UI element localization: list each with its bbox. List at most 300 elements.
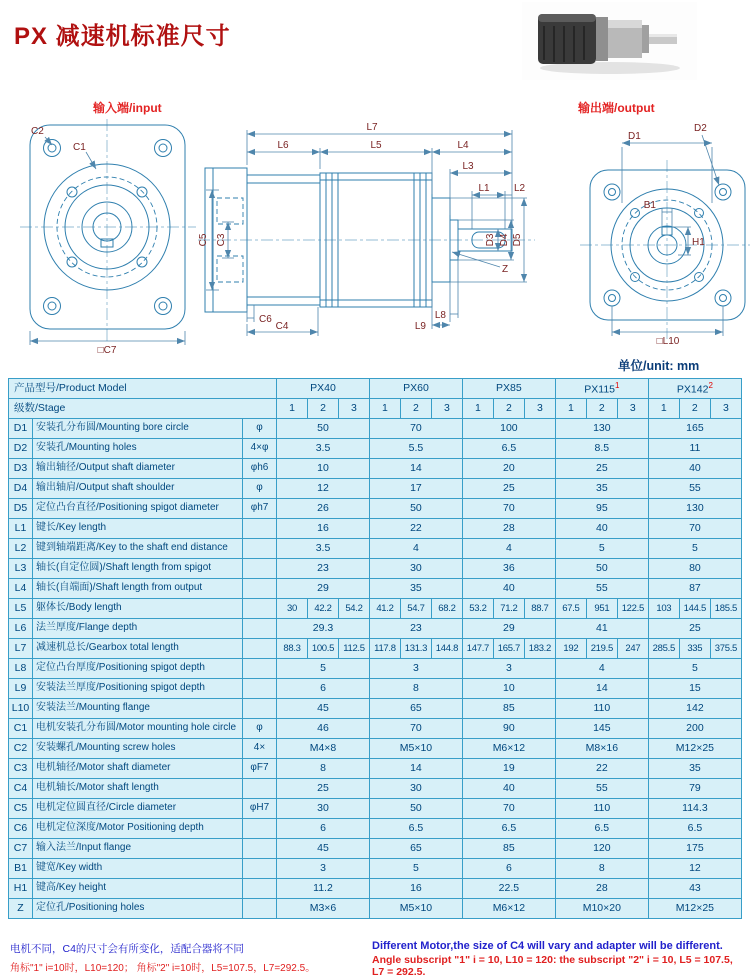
spec-row-c2 (9, 739, 742, 759)
sym-cell (243, 819, 277, 839)
spec-row-l8 (9, 659, 742, 679)
value-cell: M6×12 (462, 899, 555, 919)
value-cell: 17 (369, 479, 462, 499)
lbl-cell: 输入法兰/Input flange (33, 839, 243, 859)
value-cell: 16 (369, 879, 462, 899)
value-cell: 142 (648, 699, 741, 719)
stage-col-header: 2 (586, 399, 617, 419)
sym-cell: φ (243, 419, 277, 439)
sym-cell (243, 899, 277, 919)
value-cell: M5×10 (369, 739, 462, 759)
dim-label-d4: D4 (499, 233, 510, 247)
stage-col-header: 1 (369, 399, 400, 419)
value-cell: 35 (555, 479, 648, 499)
stage-col-header: 1 (277, 399, 308, 419)
value-cell: 183.2 (524, 639, 555, 659)
value-cell: 6 (277, 679, 370, 699)
code-cell: L7 (9, 639, 33, 659)
value-cell: 70 (462, 499, 555, 519)
spec-row-l5 (9, 599, 742, 619)
model-header-px115: $PX115^1$ (555, 379, 648, 399)
sym-cell: φH7 (243, 799, 277, 819)
value-cell: 11 (648, 439, 741, 459)
stage-col-header: 3 (431, 399, 462, 419)
value-cell: 22 (369, 519, 462, 539)
value-cell: 23 (369, 619, 462, 639)
output-end-label: 输出端/output (578, 101, 655, 115)
value-cell: 88.3 (277, 639, 308, 659)
dim-label-b1: B1 (643, 200, 656, 211)
value-cell: 43 (648, 879, 741, 899)
spec-row-l2 (9, 539, 742, 559)
stage-col-header: 3 (710, 399, 741, 419)
stage-col-header: 3 (617, 399, 648, 419)
value-cell: 22 (555, 759, 648, 779)
value-cell: 6.5 (648, 819, 741, 839)
value-cell: 951 (586, 599, 617, 619)
spec-table-body (9, 419, 742, 919)
value-cell: 6.5 (369, 819, 462, 839)
value-cell: 25 (462, 479, 555, 499)
lbl-cell: 安装法兰厚度/Positioning spigot depth (33, 679, 243, 699)
value-cell: 54.2 (338, 599, 369, 619)
value-cell: M4×8 (277, 739, 370, 759)
stage-col-header: 1 (462, 399, 493, 419)
value-cell: 45 (277, 839, 370, 859)
value-cell: 16 (277, 519, 370, 539)
spec-table (8, 378, 742, 919)
lbl-cell: 定位凸台厚度/Positioning spigot depth (33, 659, 243, 679)
value-cell: 5.5 (369, 439, 462, 459)
dim-label-d3: D3 (485, 233, 496, 247)
lbl-cell: 安装孔分布圆/Mounting bore circle (33, 419, 243, 439)
unit-label: 单位/unit: mm (618, 359, 700, 373)
dim-label-c5: C5 (198, 233, 209, 247)
lbl-cell: 轴长(自定位圆)/Shaft length from spigot (33, 559, 243, 579)
value-cell: 36 (462, 559, 555, 579)
value-cell: 71.2 (493, 599, 524, 619)
value-cell: 40 (462, 779, 555, 799)
value-cell: 55 (555, 579, 648, 599)
spec-row-l3 (9, 559, 742, 579)
sym-cell (243, 679, 277, 699)
stage-col-header: 2 (400, 399, 431, 419)
code-cell: C2 (9, 739, 33, 759)
value-cell: 67.5 (555, 599, 586, 619)
dim-label-c2: C2 (31, 126, 44, 137)
stage-col-header: 2 (493, 399, 524, 419)
sym-cell: φ (243, 479, 277, 499)
value-cell: 110 (555, 799, 648, 819)
stage-col-header: 1 (648, 399, 679, 419)
dim-label-l9: L9 (414, 321, 426, 332)
product-photo (522, 2, 697, 80)
value-cell: 85 (462, 699, 555, 719)
note-cn-red: 角标"1" i=10时，L10=120； 角标"2" i=10时，L5=107.5，L7=292.5。 (10, 963, 316, 974)
spec-row-l7 (9, 639, 742, 659)
spec-row-c4 (9, 779, 742, 799)
value-cell: 5 (369, 859, 462, 879)
value-cell: M6×12 (462, 739, 555, 759)
value-cell: 19 (462, 759, 555, 779)
spec-row-d3 (9, 459, 742, 479)
value-cell: 145 (555, 719, 648, 739)
dim-label-d2: D2 (694, 123, 707, 134)
value-cell: 29 (277, 579, 370, 599)
value-cell: 165 (648, 419, 741, 439)
value-cell: 285.5 (648, 639, 679, 659)
spec-row-l6 (9, 619, 742, 639)
value-cell: 41 (555, 619, 648, 639)
sym-cell: φF7 (243, 759, 277, 779)
value-cell: 28 (462, 519, 555, 539)
value-cell: 88.7 (524, 599, 555, 619)
footer-notes-cn (10, 941, 370, 974)
product-model-header: 产品型号/Product Model (9, 379, 277, 399)
value-cell: 3 (462, 659, 555, 679)
lbl-cell: 定位孔/Positioning holes (33, 899, 243, 919)
value-cell: 42.2 (308, 599, 339, 619)
adapter-ring (596, 17, 608, 61)
value-cell: 50 (369, 499, 462, 519)
value-cell: 12 (648, 859, 741, 879)
value-cell: 219.5 (586, 639, 617, 659)
spec-row-c1 (9, 719, 742, 739)
lbl-cell: 输出轴径/Output shaft diameter (33, 459, 243, 479)
value-cell: M3×6 (277, 899, 370, 919)
value-cell: 6.5 (555, 819, 648, 839)
model-header-row (9, 379, 742, 399)
code-cell: L1 (9, 519, 33, 539)
code-cell: C4 (9, 779, 33, 799)
spec-row-z (9, 899, 742, 919)
code-cell: C6 (9, 819, 33, 839)
value-cell: 3.5 (277, 439, 370, 459)
value-cell: 65 (369, 839, 462, 859)
spec-row-l9 (9, 679, 742, 699)
spec-row-d5 (9, 499, 742, 519)
value-cell: 117.8 (369, 639, 400, 659)
sym-cell (243, 879, 277, 899)
dim-label-z: Z (502, 264, 509, 275)
sym-cell (243, 779, 277, 799)
value-cell: 30 (369, 779, 462, 799)
value-cell: 6 (462, 859, 555, 879)
stage-col-header: 2 (308, 399, 339, 419)
output-view-drawing (580, 123, 750, 347)
value-cell: 122.5 (617, 599, 648, 619)
value-cell: 4 (369, 539, 462, 559)
value-cell: 65 (369, 699, 462, 719)
dim-label-l8: L8 (434, 310, 446, 321)
lbl-cell: 电机安装孔分布圆/Motor mounting hole circle (33, 719, 243, 739)
dim-label-c7: □C7 (97, 345, 117, 356)
stage-col-header: 3 (524, 399, 555, 419)
lbl-cell: 电机定位圆直径/Circle diameter (33, 799, 243, 819)
value-cell: 110 (555, 699, 648, 719)
value-cell: 85 (462, 839, 555, 859)
spec-row-d4 (9, 479, 742, 499)
dim-label-l3: L3 (462, 161, 474, 172)
value-cell: 35 (648, 759, 741, 779)
value-cell: 22.5 (462, 879, 555, 899)
sym-cell (243, 839, 277, 859)
value-cell: 25 (648, 619, 741, 639)
lbl-cell: 键长/Key length (33, 519, 243, 539)
value-cell: 131.3 (400, 639, 431, 659)
value-cell: 165.7 (493, 639, 524, 659)
stage-col-header: 3 (338, 399, 369, 419)
value-cell: 175 (648, 839, 741, 859)
spec-row-l10 (9, 699, 742, 719)
spec-row-b1 (9, 859, 742, 879)
value-cell: 200 (648, 719, 741, 739)
sym-cell (243, 519, 277, 539)
value-cell: 30 (277, 599, 308, 619)
value-cell: 95 (555, 499, 648, 519)
spec-row-d2 (9, 439, 742, 459)
value-cell: 80 (648, 559, 741, 579)
value-cell: 70 (462, 799, 555, 819)
lbl-cell: 法兰厚度/Flange depth (33, 619, 243, 639)
dim-label-d5: D5 (512, 233, 523, 247)
value-cell: 6 (277, 819, 370, 839)
code-cell: L10 (9, 699, 33, 719)
value-cell: 50 (369, 799, 462, 819)
dim-label-h1: H1 (692, 237, 705, 248)
sym-cell: φh7 (243, 499, 277, 519)
stage-col-header: 1 (555, 399, 586, 419)
code-cell: Z (9, 899, 33, 919)
code-cell: L6 (9, 619, 33, 639)
dim-label-l7: L7 (366, 122, 378, 133)
code-cell: D3 (9, 459, 33, 479)
dim-label-c6: C6 (259, 314, 272, 325)
value-cell: 5 (555, 539, 648, 559)
sym-cell (243, 539, 277, 559)
code-cell: C3 (9, 759, 33, 779)
lbl-cell: 电机轴长/Motor shaft length (33, 779, 243, 799)
sym-cell: 4× (243, 739, 277, 759)
stage-header-row (9, 399, 742, 419)
lbl-cell: 键宽/Key width (33, 859, 243, 879)
value-cell: 40 (648, 459, 741, 479)
value-cell: 100.5 (308, 639, 339, 659)
sym-cell: φ (243, 719, 277, 739)
value-cell: 8.5 (555, 439, 648, 459)
model-header-px60: PX60 (369, 379, 462, 399)
value-cell: 8 (277, 759, 370, 779)
lbl-cell: 轴长(自端面)/Shaft length from output (33, 579, 243, 599)
value-cell: 53.2 (462, 599, 493, 619)
spec-row-l4 (9, 579, 742, 599)
sym-cell: φh6 (243, 459, 277, 479)
value-cell: 5 (277, 659, 370, 679)
value-cell: 10 (277, 459, 370, 479)
value-cell: 147.7 (462, 639, 493, 659)
value-cell: 8 (555, 859, 648, 879)
value-cell: M5×10 (369, 899, 462, 919)
spec-row-d1 (9, 419, 742, 439)
value-cell: M12×25 (648, 739, 741, 759)
lbl-cell: 输出轴肩/Output shaft shoulder (33, 479, 243, 499)
value-cell: 14 (369, 759, 462, 779)
value-cell: 14 (369, 459, 462, 479)
value-cell: 10 (462, 679, 555, 699)
value-cell: 68.2 (431, 599, 462, 619)
value-cell: 50 (277, 419, 370, 439)
value-cell: 375.5 (710, 639, 741, 659)
code-cell: L2 (9, 539, 33, 559)
value-cell: 28 (555, 879, 648, 899)
spec-row-c3 (9, 759, 742, 779)
value-cell: 30 (369, 559, 462, 579)
input-end-label: 输入端/input (93, 101, 162, 115)
value-cell: 87 (648, 579, 741, 599)
lbl-cell: 安装螺孔/Mounting screw holes (33, 739, 243, 759)
value-cell: 6.5 (462, 819, 555, 839)
value-cell: 20 (462, 459, 555, 479)
value-cell: 30 (277, 799, 370, 819)
value-cell: 29 (462, 619, 555, 639)
value-cell: 70 (648, 519, 741, 539)
page-title: PX 减速机标准尺寸 (14, 23, 231, 50)
dim-label-l5: L5 (370, 140, 382, 151)
value-cell: M8×16 (555, 739, 648, 759)
spec-row-c7 (9, 839, 742, 859)
spec-table-head (9, 379, 742, 419)
technical-drawings (0, 95, 750, 363)
value-cell: 15 (648, 679, 741, 699)
code-cell: D5 (9, 499, 33, 519)
input-view-drawing (20, 119, 196, 356)
sym-cell (243, 559, 277, 579)
code-cell: D1 (9, 419, 33, 439)
dim-label-l4: L4 (457, 140, 469, 151)
lbl-cell: 安装法兰/Mounting flange (33, 699, 243, 719)
value-cell: 130 (648, 499, 741, 519)
model-header-px40: PX40 (277, 379, 370, 399)
value-cell: 46 (277, 719, 370, 739)
spec-row-l1 (9, 519, 742, 539)
value-cell: 26 (277, 499, 370, 519)
model-header-px142: $PX142^2$ (648, 379, 741, 399)
value-cell: 50 (555, 559, 648, 579)
value-cell: 54.7 (400, 599, 431, 619)
value-cell: 55 (555, 779, 648, 799)
value-cell: 144.8 (431, 639, 462, 659)
value-cell: 6.5 (462, 439, 555, 459)
sym-cell (243, 599, 277, 619)
sym-cell (243, 699, 277, 719)
code-cell: L8 (9, 659, 33, 679)
value-cell: 12 (277, 479, 370, 499)
lbl-cell: 电机定位深度/Motor Positioning depth (33, 819, 243, 839)
value-cell: 11.2 (277, 879, 370, 899)
stage-col-header: 2 (679, 399, 710, 419)
dim-label-c1: C1 (73, 142, 86, 153)
sym-cell (243, 619, 277, 639)
value-cell: 14 (555, 679, 648, 699)
code-cell: C5 (9, 799, 33, 819)
footer-notes-en (372, 940, 744, 978)
value-cell: 4 (462, 539, 555, 559)
value-cell: 3 (369, 659, 462, 679)
value-cell: 25 (555, 459, 648, 479)
value-cell: 144.5 (679, 599, 710, 619)
value-cell: 100 (462, 419, 555, 439)
value-cell: 8 (369, 679, 462, 699)
value-cell: 3 (277, 859, 370, 879)
value-cell: 40 (555, 519, 648, 539)
lbl-cell: 键到轴端距离/Key to the shaft end distance (33, 539, 243, 559)
value-cell: M12×25 (648, 899, 741, 919)
code-cell: H1 (9, 879, 33, 899)
value-cell: M10×20 (555, 899, 648, 919)
spec-row-h1 (9, 879, 742, 899)
sym-cell (243, 859, 277, 879)
value-cell: 25 (277, 779, 370, 799)
value-cell: 103 (648, 599, 679, 619)
sym-cell (243, 579, 277, 599)
value-cell: 5 (648, 659, 741, 679)
value-cell: 247 (617, 639, 648, 659)
model-header-px85: PX85 (462, 379, 555, 399)
sym-cell (243, 639, 277, 659)
lbl-cell: 电机轴径/Motor shaft diameter (33, 759, 243, 779)
drawings-svg (0, 95, 750, 363)
sym-cell: 4×φ (243, 439, 277, 459)
value-cell: 112.5 (338, 639, 369, 659)
note-en-blue: Different Motor,the size of C4 will vary and adapter will be different. (372, 940, 723, 952)
value-cell: 335 (679, 639, 710, 659)
stage-header: 级数/Stage (9, 399, 277, 419)
section-view-drawing (198, 122, 535, 336)
code-cell: D2 (9, 439, 33, 459)
code-cell: C1 (9, 719, 33, 739)
value-cell: 4 (555, 659, 648, 679)
lbl-cell: 键高/Key height (33, 879, 243, 899)
lbl-cell: 减速机总长/Gearbox total length (33, 639, 243, 659)
output-flange (642, 25, 649, 53)
value-cell: 185.5 (710, 599, 741, 619)
code-cell: L9 (9, 679, 33, 699)
value-cell: 40 (462, 579, 555, 599)
value-cell: 114.3 (648, 799, 741, 819)
value-cell: 45 (277, 699, 370, 719)
dim-label-l6: L6 (277, 140, 289, 151)
value-cell: 41.2 (369, 599, 400, 619)
value-cell: 5 (648, 539, 741, 559)
value-cell: 90 (462, 719, 555, 739)
note-cn-blue: 电机不同，C4的尺寸会有所变化，适配合器将不同 (10, 943, 244, 955)
spec-row-c6 (9, 819, 742, 839)
gearbox-photo-illustration (522, 2, 697, 80)
value-cell: 55 (648, 479, 741, 499)
code-cell: C7 (9, 839, 33, 859)
dim-label-l10: □L10 (656, 336, 680, 347)
value-cell: 192 (555, 639, 586, 659)
code-cell: B1 (9, 859, 33, 879)
value-cell: 130 (555, 419, 648, 439)
note-en-red: Angle subscript "1" i = 10, L10 = 120: the subscript "2" i = 10, L5 = 107.5, L7 = 292.5. (372, 954, 733, 978)
dim-label-c4: C4 (275, 321, 289, 332)
lbl-cell: 躯体长/Body length (33, 599, 243, 619)
dim-label-d1: D1 (628, 131, 641, 142)
value-cell: 35 (369, 579, 462, 599)
dim-label-l2: L2 (514, 183, 526, 194)
value-cell: 3.5 (277, 539, 370, 559)
